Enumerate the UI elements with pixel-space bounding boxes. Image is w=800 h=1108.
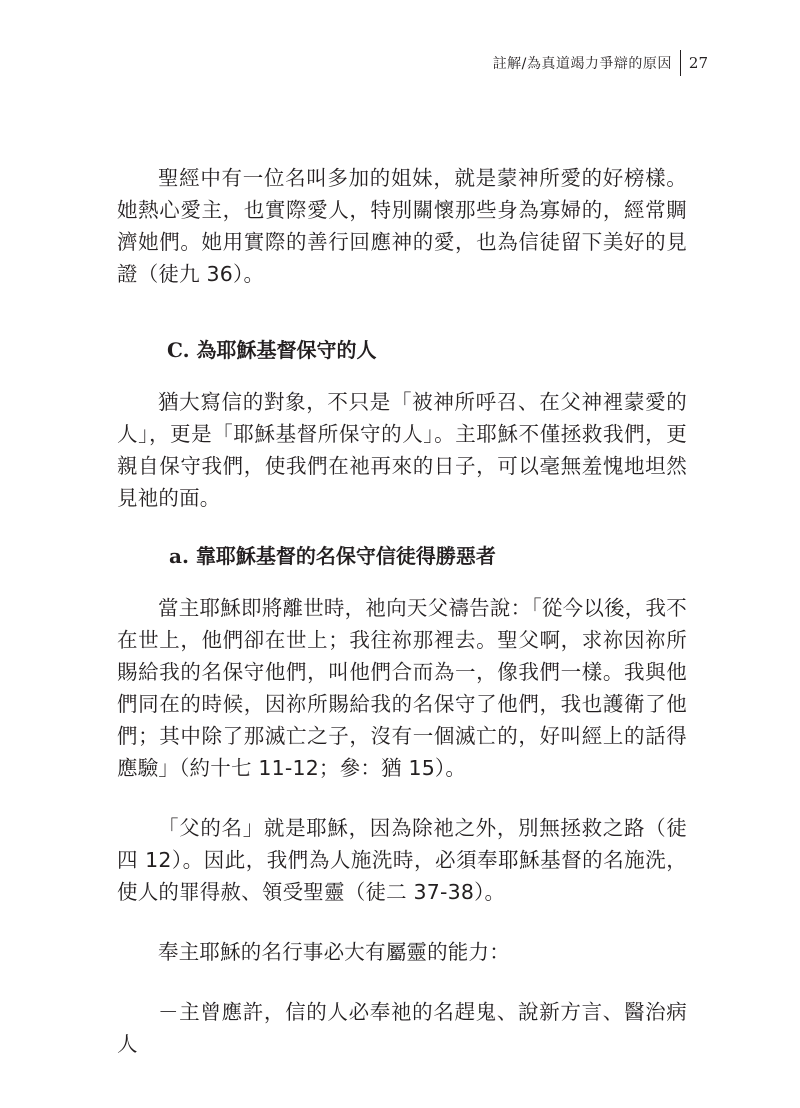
running-title: 註解/為真道竭力爭辯的原因 — [492, 56, 672, 72]
page-number: 27 — [688, 54, 708, 72]
paragraph-dorcas: 聖經中有一位名叫多加的姐妹，就是蒙神所愛的好榜樣。她熱心愛主，也實際愛人，特別關懷那些身為寡婦的，經常賙濟她們。她用實際的善行回應神的愛，也為信徒留下美好的見證（徒九 36）。 — [117, 166, 687, 286]
body-text — [117, 162, 687, 1060]
running-header — [493, 50, 708, 76]
paragraph-jesus-prayer: 當主耶穌即將離世時，祂向天父禱告說：「從今以後，我不在世上，他們卻在世上；我往祢那裡去。聖父啊，求祢因祢所賜給我的名保守他們，叫他們合而為一，像我們一樣。我與他們同在的時候，因祢所賜給我的名保守了他們，我也護衛了他們；其中除了那滅亡之子，沒有一個滅亡的，好叫經上的話得應驗」（約十七 11-12；參：猶 15）。 — [117, 596, 687, 780]
paragraph-fathers-name: 「父的名」就是耶穌，因為除祂之外，別無拯救之路（徒四 12）。因此，我們為人施洗時，必須奉耶穌基督的名施洗，使人的罪得赦、領受聖靈（徒二 37-38）。 — [117, 816, 687, 904]
section-heading-c: C. 為耶穌基督保守的人 — [167, 338, 377, 362]
paragraph-kept-by-jesus: 猶大寫信的對象，不只是「被神所呼召、在父神裡蒙愛的人」，更是「耶穌基督所保守的人」。主耶穌不僅拯救我們，更親自保守我們，使我們在祂再來的日子，可以毫無羞愧地坦然見祂的面。 — [117, 390, 687, 510]
paragraph-spiritual-power: 奉主耶穌的名行事必大有屬靈的能力： — [158, 940, 510, 964]
paragraph-promise-list-item: －主曾應許，信的人必奉祂的名趕鬼、說新方言、醫治病人 — [117, 1000, 687, 1056]
subsection-heading-a: a. 靠耶穌基督的名保守信徒得勝惡者 — [169, 544, 496, 568]
